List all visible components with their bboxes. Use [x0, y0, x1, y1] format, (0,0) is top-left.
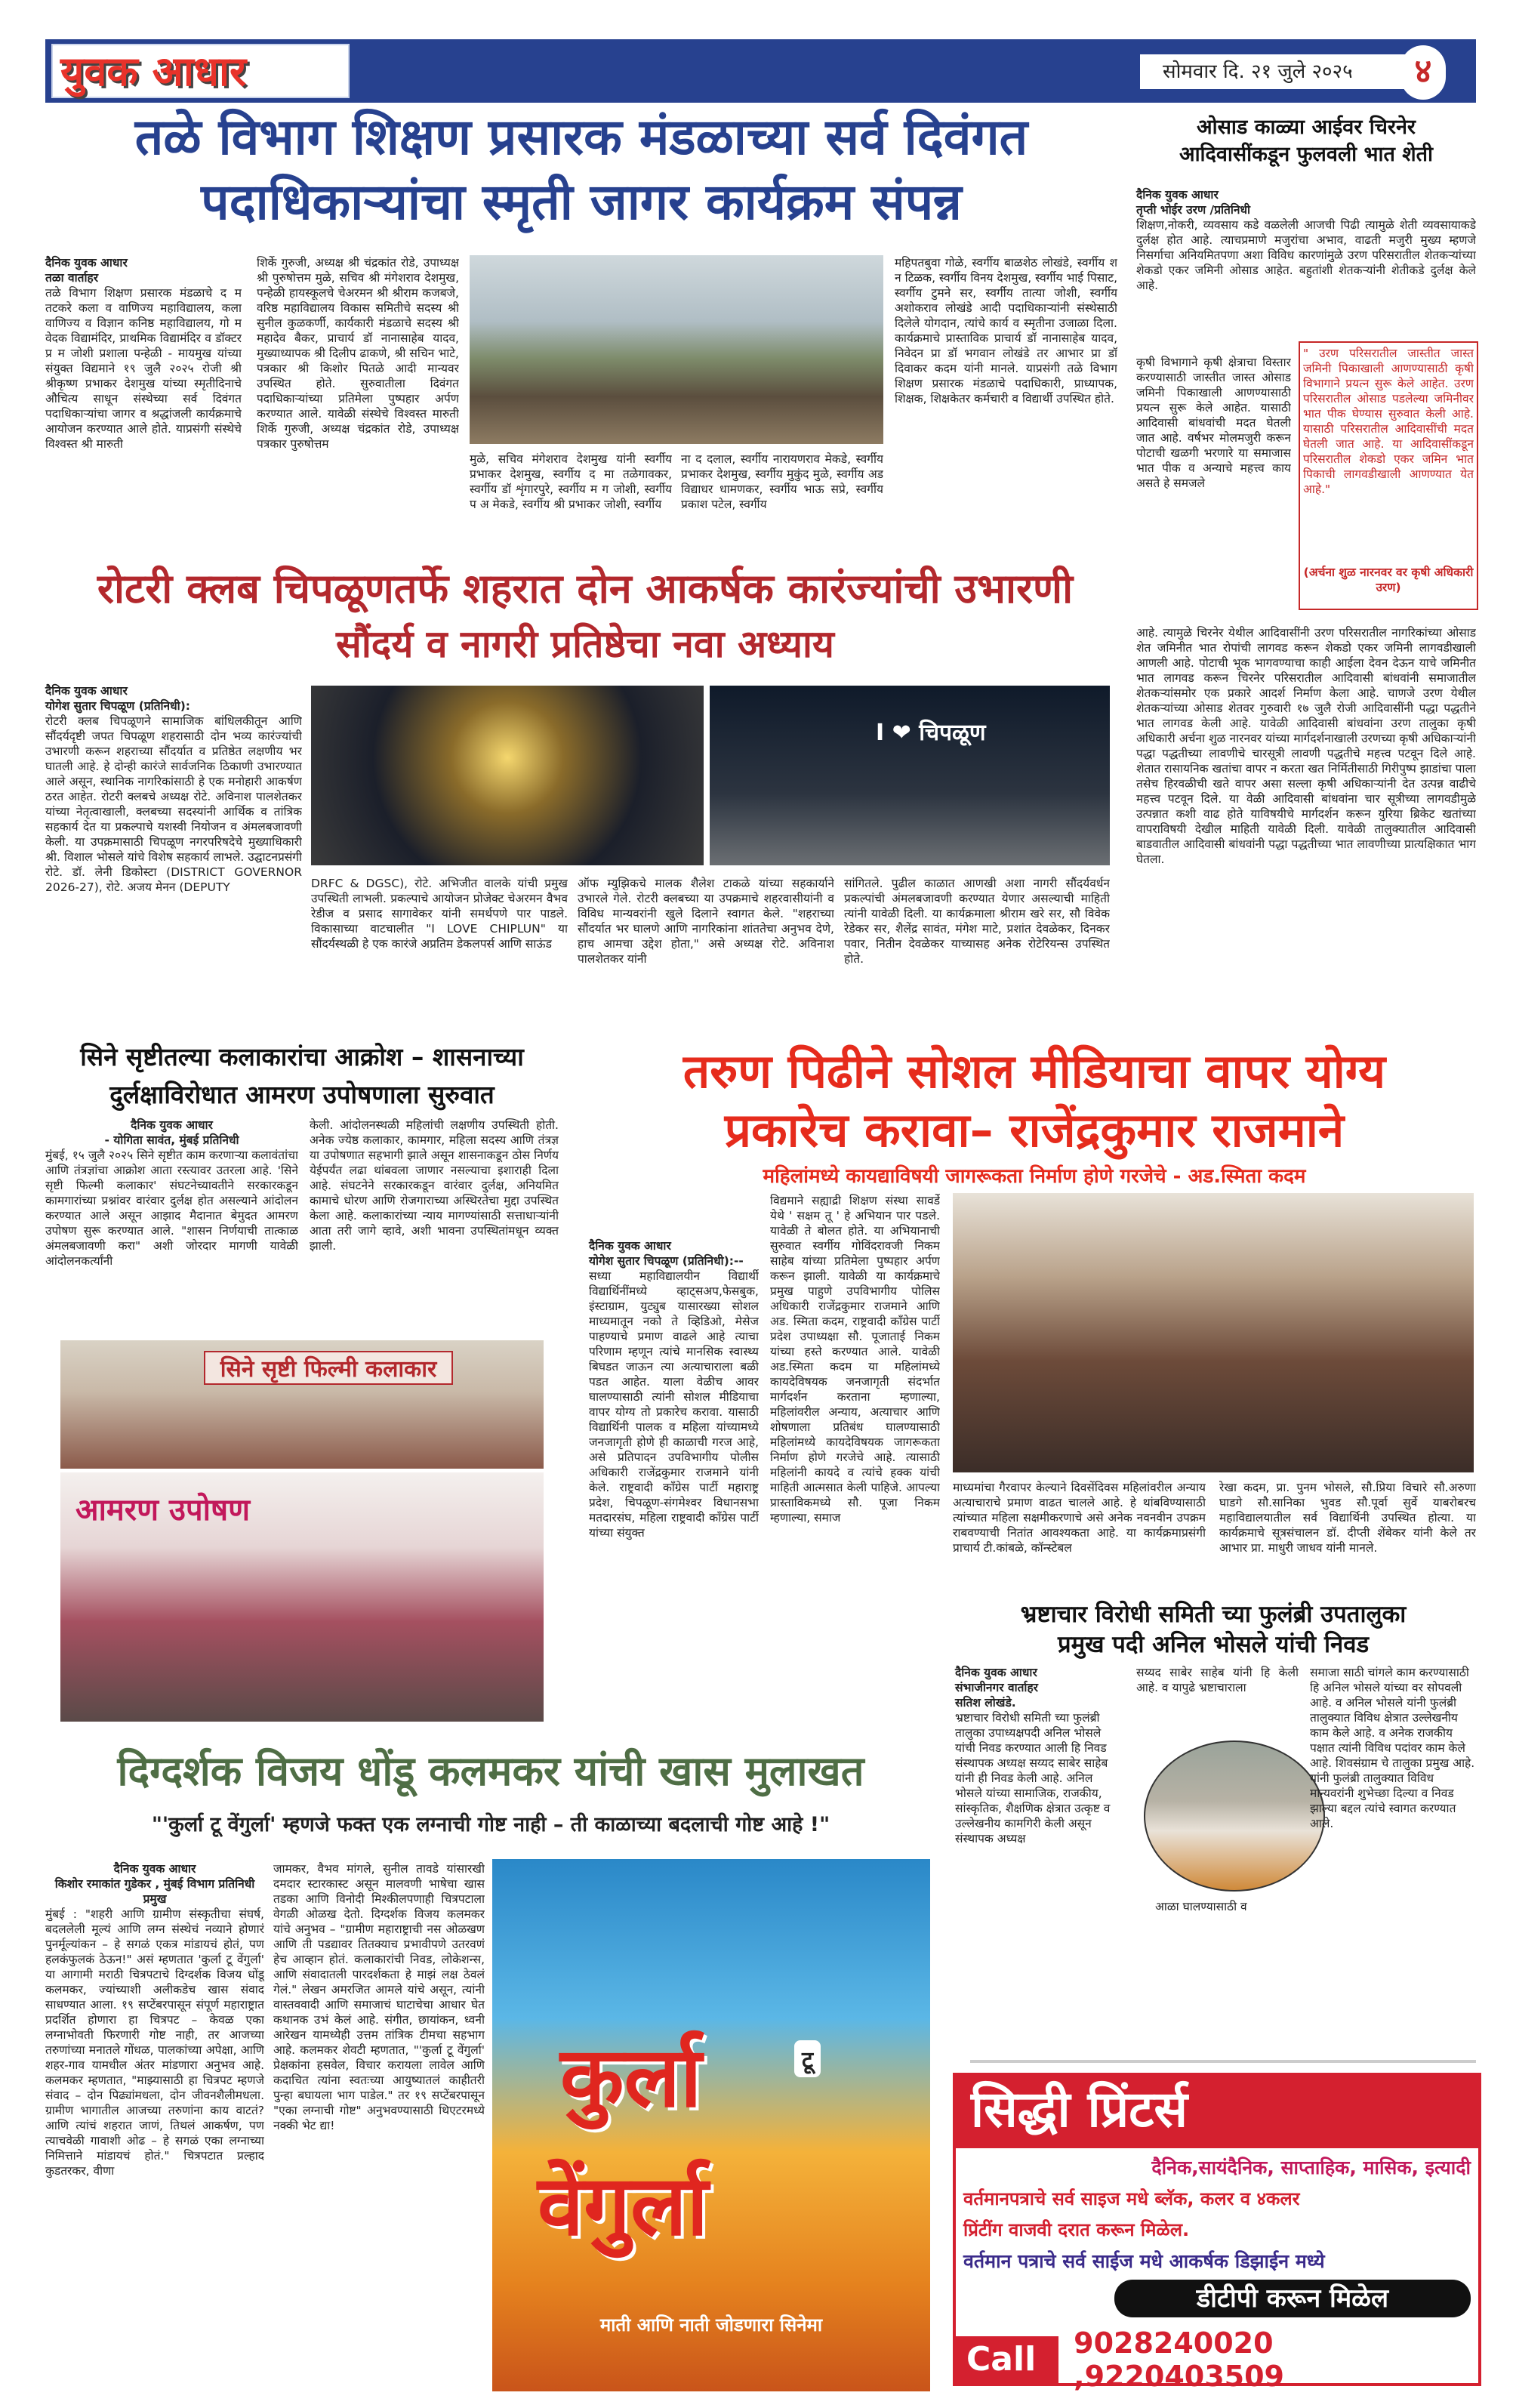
rotary-col4: सांगितले. पुढील काळात आणखी अशा नागरी सौंदर्यवर्धन प्रकल्पांची अंमलबजावणी करण्यात येणार असल्याची माहिती त्यांनी यावेळी दिली. या कार्यक्रमाला श्रीराम खरे सर, सौ विवेक रेडेकर सर, शैलेंद्र सावंत, मंगेश माटे, प्रशांत देवळेकर, दिनकर पवार, नितीन देवळेकर याच्यासह अनेक रोटेरियन्स उपस्थित होते.	[844, 877, 1110, 966]
seminar-photo	[953, 1193, 1474, 1472]
protest-banner: आमरण उपोषण	[75, 1493, 251, 1528]
byline: - योगिता सावंत, मुंबई प्रतिनिधी	[104, 1133, 239, 1147]
cine-col1	[45, 1118, 298, 1329]
i-love-chiplun-sign: I ❤ चिपळूण	[876, 720, 986, 746]
ad-call-row	[956, 2326, 1478, 2393]
bhosale-headline-2: प्रमुख पदी अनिल भोसले यांची निवड	[1057, 1631, 1370, 1658]
byline: तृप्ती भोईर उरण /प्रतिनिधी	[1136, 203, 1251, 217]
rotary-col1	[45, 683, 302, 1016]
quote-text: " उरण परिसरातील जास्तीत जास्त जमिनी पिकाखाली आणण्यासाठी कृषी विभागाने प्रयत्न सुरू केले आहेत. उरण परिसरातील ओसाड पडलेल्या जमिनीवर भात पीक घेण्यास सुरुवात केली आहे. यासाठी परिसरातील आदिवासींची मदत घेतली जात आहे. या आदिवासींकडून परिसरातील शेकडो एकर जमिन भात पिकाची लागवडीखाली आणण्यात येत आहे."	[1303, 347, 1474, 496]
cine-col2: केली. आंदोलनस्थळी महिलांची लक्षणीय उपस्थिती होती. अनेक ज्येष्ठ कलाकार, कामगार, महिला सदस्य आणि तंत्रज्ञ या उपोषणात सहभागी झाले असून शासनाकडून ठोस निर्णय येईपर्यंत लढा थांबवला जाणार नसल्याचा इशाराही दिला आहे. संघटनेने सरकारकडून वारंवार दुर्लक्ष, अनियमित कामाचे धोरण आणि रोजगाराच्या अस्थिरतेचा मुद्दा उपस्थित केला आहे. कलाकारांच्या न्याय मागण्यांसाठी सत्ताधाऱ्यांनी आता तरी जागे व्हावे, अशी भावना उपस्थितांमधून व्यक्त झाली.	[310, 1118, 559, 1253]
byline: दैनिक युवक आधार	[589, 1239, 671, 1253]
byline: दैनिक युवक आधार	[955, 1666, 1037, 1679]
protest-photo-2	[60, 1472, 544, 1722]
rotary-headline-2: सौंदर्य व नागरी प्रतिष्ठेचा नवा अध्याय	[336, 622, 834, 666]
sidebar-text: कृषी विभागाने कृषी क्षेत्राचा विस्तार करण्यासाठी जास्तीत जास्त ओसाड जमिनी पिकाखाली आणण्यासाठी प्रयत्न सुरू केले आहेत. यासाठी आदिवासी बांधवांची मदत घेतली जात आहे. वर्षभर मोलमजुरी करून पोटाची खळगी भरणारे या समाजास भात पीक व अन्याचे महत्त्व काय असते हे समजले	[1136, 356, 1291, 490]
protest-banner: सिने सृष्टी फिल्मी कलाकार	[204, 1351, 453, 1385]
byline: दैनिक युवक आधार	[131, 1118, 213, 1132]
anil-bhosale-photo	[1144, 1740, 1325, 1892]
ad-line-1: दैनिक,सायंदैनिक, साप्ताहिक, मासिक, इत्यादी	[1151, 2157, 1471, 2178]
ad-line-3: प्रिंटींग वाजवी दरात करून मिळेल.	[963, 2219, 1190, 2240]
sidebar-headline-2: आदिवासींकडून फुलवली भात शेती	[1179, 143, 1434, 166]
article1-col1	[45, 255, 242, 542]
article-text: भ्रष्टाचार विरोधी समिती च्या फुलंब्री तालुका उपाध्यक्षपदी अनिल भोसले यांची निवड करण्यात आली हि निवड संस्थापक अध्यक्ष सय्यद साबेर साहेब यांनी ही निवड केली आहे. अनिल भोसले यांच्या सामाजिक, राजकीय, सांस्कृतिक, शैक्षणिक क्षेत्रात उत्कृष्ट व उल्लेखनीय कामगिरी केली असून संस्थापक अध्यक्ष	[955, 1711, 1111, 1845]
byline: दैनिक युवक आधार	[45, 684, 128, 698]
bhosale-col2: सय्यद साबेर साहेब यांनी हि केली आहे. व यापुढे भ्रष्टाचाराला	[1136, 1666, 1299, 1694]
article1-col5: महिपतबुवा गोळे, स्वर्गीय बाळशेठ लोखंडे, स्वर्गीय श न टिळक, स्वर्गीय विनय देशमुख, स्वर्गीय भाई पिसाट, स्वर्गीय टुमने सर, स्वर्गीय तात्या जोशी, स्वर्गीय अशोकराव लोखंडे आदी पदाधिकाऱ्यांनी संस्थेसाठी दिलेले योगदान, त्यांचे कार्य व स्मृतीना उजाळा दिला. कार्यक्रमाचे प्रास्ताविक प्राचार्य डॉ नानासाहेब यादव, निवेदन प्रा डॉ भगवान लोखंडे तर आभार प्रा डॉ दिवाकर कदम यांनी मानले. याप्रसंगी तळे विभाग शिक्षण प्रसारक मंडळाचे पदाधिकारी, प्राध्यापक, शिक्षक, शिक्षकेतर कर्मचारी व विद्यार्थी उपस्थित होते.	[895, 256, 1117, 405]
rotary-col2: DRFC & DGSC), रोटे. अभिजीत वालके यांची प्रमुख उपस्थिती लाभली. प्रकल्पाचे आयोजन प्रोजेक्ट चेअरमन वैभव रेडीज व प्रसाद सागावेकर यांनी समर्थपणे पार पाडले. विकासाच्या वाटचालीत "I LOVE CHIPLUN" या सौंदर्यस्थळी हे एक कारंजे अप्रतिम डेकलपर्स आणि साऊंड	[311, 877, 568, 951]
article-text: मुंबई : "शहरी आणि ग्रामीण संस्कृतीचा संघर्ष, बदललेली मूल्यं आणि लग्न संस्थेचं नव्याने होणारं पुनर्मूल्यांकन – हे सगळं एकत्र मांडायचं होतं, पण हलकंफुलकं ठेऊन!" असं म्हणतात 'कुर्ला टू वेंगुर्ला' या आगामी मराठी चित्रपटाचे दिग्दर्शक विजय धोंडू कलमकर, ज्यांच्याशी अलीकडेच खास संवाद साधण्यात आला. १९ सप्टेंबरपासून संपूर्ण महाराष्ट्रात प्रदर्शित होणारा हा चित्रपट – केवळ एका लग्नाभोवती फिरणारी गोष्ट नाही, तर आजच्या तरुणांच्या मनातले गोंधळ, पालकांच्या अपेक्षा, आणि शहर-गाव यामधील अंतर मांडणारा अनुभव आहे. कलमकर म्हणतात, "माझ्यासाठी हा चित्रपट म्हणजे संवाद – दोन पिढ्यांमधला, दोन जीवनशैलीमधला. ग्रामीण भागातील आजच्या तरुणांना काय वाटतं? आणि त्यांचं शहरात जाणं, तिथलं आकर्षण, पण त्याचवेळी गावाशी ओढ – हे सगळं एका लग्नाच्या निमित्ताने मांडायचं होतं." चित्रपटात प्रल्हाद कुडतरकर, वीणा	[45, 1907, 264, 2178]
article-text: रोटरी क्लब चिपळूणने सामाजिक बांधिलकीतून आणि सौंदर्यदृष्टी जपत चिपळूण शहरासाठी दोन भव्य कारंज्यांची उभारणी करून शहराच्या सौंदर्यात व प्रतिष्ठेत लक्षणीय भर घातली आहे. हे दोन्ही कारंजे सार्वजनिक ठिकाणी उभारण्यात आले असून, स्थानिक नागरिकांसाठी हे एक मनोहारी आकर्षण ठरत आहेत. रोटरी क्लबचे अध्यक्ष रोटे. अविनाश पालशेतकर यांच्या नेतृत्वाखाली, क्लबच्या सदस्यांनी आर्थिक व तांत्रिक सहकार्य देत या प्रकल्पाचे यशस्वी नियोजन व अंमलबजावणी केली. या उपक्रमासाठी चिपळूण नगरपरिषदेचे मुख्याधिकारी श्री. विशाल भोसले यांचे विशेष सहकार्य लाभले. उद्घाटनप्रसंगी रोटे. डॉ. लेनी डिकोस्टा (DISTRICT GOVERNOR 2026-27), रोटे. अजय मेनन (DEPUTY	[45, 714, 302, 894]
siddhi-printers-ad	[953, 2073, 1481, 2393]
article-text: शिक्षण,नोकरी, व्यवसाय कडे वळलेली आजची पिढी त्यामुळे शेती व्यवसायाकडे दुर्लक्ष होत आहे. त्याचप्रमाणे मजुरांचा अभाव, वाढती मजुरी मुख्य म्हणजे निसर्गाचा अनियमितपणा अशा विविध कारणांमुळे उरण परिसरातील शेतकऱ्यांच्या शेकडो एकर जमिनी ओसाड आहेत. बहुतांशी शेतकऱ्यांनी शेतीकडे दुर्लक्ष केले आहे.	[1136, 218, 1476, 292]
byline: सतिश लोखंडे.	[955, 1696, 1016, 1710]
ad-title: सिद्धी प्रिंटर्स	[956, 2076, 1478, 2148]
ad-line-2: वर्तमानपत्राचे सर्व साइज मधे ब्लॅक, कलर व ४कलर	[963, 2188, 1300, 2209]
poster-title-2: वेंगुर्ला	[538, 2157, 709, 2254]
article-text: मुंबई, १५ जुलै २०२५ सिने सृष्टीत काम करणाऱ्या कलावंतांचा आणि तंत्रज्ञांचा आक्रोश आता रस्त्यावर उतरला आहे. 'सिने सृष्टी फिल्मी कलाकार' संघटनेच्यावतीने सरकारकडून कामगारांच्या प्रश्नांवर वारंवार दुर्लक्ष होत असल्याने आंदोलन करण्यात आले असून आझाद मैदानात बेमुदत आमरण उपोषण सुरू करण्यात आले. "शासन निर्णयाची तात्काळ अंमलबजावणी करा" अशी जोरदार मागणी यावेळी आंदोलनकर्त्यांनी	[45, 1149, 298, 1268]
article1-col4: ना द दलाल, स्वर्गीय नारायणराव मेकडे, स्वर्गीय प्रभाकर देशमुख, स्वर्गीय मुकुंद मुळे, स्वर्गीय अड विद्याधर धामणकर, स्वर्गीय भाऊ सप्रे, स्वर्गीय प्रकाश पटेल, स्वर्गीय	[681, 452, 883, 511]
bhosale-headline	[953, 1599, 1474, 1660]
issue-date: सोमवार दि. २१ जुले २०२५	[1140, 54, 1412, 89]
fountain-photo-1	[311, 686, 704, 865]
article1-col3: मुळे, सचिव मंगेशराव देशमुख यांनी स्वर्गीय प्रभाकर देशमुख, स्वर्गीय द मा तळेगावकर, स्वर्गीय डॉ शृंगारपुरे, स्वर्गीय म ग जोशी, स्वर्गीय प अ मेकडे, स्वर्गीय श्री प्रभाकर जोशी, स्वर्गीय	[470, 452, 672, 511]
interview-headline: दिग्दर्शक विजय धोंडू कलमकर यांची खास मुलाखत	[117, 1747, 864, 1795]
ad-phone-numbers[interactable]: 9028240020 ,9220403509	[1074, 2326, 1284, 2393]
byline: दैनिक युवक आधार	[113, 1862, 196, 1876]
newspaper-logo: युवक आधार	[51, 44, 350, 98]
movie-poster	[492, 1859, 930, 2391]
memorial-event-photo	[470, 255, 883, 444]
article1-col2: शिर्के गुरुजी, अध्यक्ष श्री चंद्रकांत रोडे, उपाध्यक्ष श्री पुरुषोत्तम मुळे, सचिव श्री मंगेशराव देशमुख, पन्हेळी हायस्कूलचे चेअरमन श्री श्रीराम कजबजे, वरिष्ठ महाविद्यालय विकास समितीचे सदस्य श्री सुनील कुळकर्णी, कार्यकारी मंडळाचे सदस्य श्री महादेव बैकर, प्राचार्य डॉ नानासाहेब यादव, मुख्याध्यापक श्री दिलीप ढाकणे, श्री सचिन भाटे, पत्रकार श्री किशोर पितळे आदी मान्यवर उपस्थित होते. सुरुवातीला दिवंगत पदाधिकाऱ्यांच्या प्रतिमेला पुष्पहार अर्पण करण्यात आले. यावेळी संस्थेचे विश्वस्त मारुती शिर्के गुरुजी, अध्यक्ष चंद्रकांत रोडे, उपाध्यक्ष पत्रकार पुरुषोत्तम	[257, 256, 459, 451]
fountain-photo-2	[710, 686, 1110, 865]
byline: किशोर रमाकांत गुडेकर , मुंबई विभाग प्रतिनिधी प्रमुख	[54, 1877, 255, 1906]
article-text: सध्या महाविद्यालयीन विद्यार्थी विद्यार्थिनींमध्ये व्हाट्सअप,फेसबुक, इंस्टाग्राम, युट्युब यासारख्या सोशल माध्यमातून नको ते व्हिडिओ, मेसेज पाहण्याचे प्रमाण वाढले आहे त्याचा परिणाम म्हणून त्यांचे मानसिक स्वास्थ्य बिघडत जाऊन त्या अत्याचाराला बळी पडत आहेत. याला वेळीच आवर घालण्यासाठी त्यांनी सोशल मीडियाचा वापर योग्य तो प्रकारेच करावा. यासाठी विद्यार्थिनी पालक व महिला यांच्यामध्ये जनजागृती होणे ही काळाची गरज आहे, असे प्रतिपादन उपविभागीय पोलीस अधिकारी राजेंद्रकुमार राजमाने यांनी केले. राष्ट्रवादी कॉंग्रेस पार्टी महाराष्ट्र प्रदेश, चिपळूण-संगमेश्वर विधानसभा मतदारसंघ, महिला राष्ट्रवादी कॉंग्रेस पार्टी यांच्या संयुक्त	[589, 1269, 759, 1540]
ad-dtp: डीटीपी करून मिळेल	[1114, 2280, 1471, 2317]
ad-line-4: वर्तमान पत्राचे सर्व साईज मधे आकर्षक डिझाईन मध्ये	[963, 2250, 1325, 2272]
quote-box	[1299, 341, 1478, 610]
interview-col2: जामकर, वैभव मांगले, सुनील तावडे यांसारखी दमदार स्टारकास्ट असून मालवणी भाषेचा खास तडका आणि विनोदी मिश्कीलपणाही चित्रपटाला वेगळी ओळख देतो. दिग्दर्शक विजय कलमकर यांचे अनुभव – "ग्रामीण महाराष्ट्राची नस ओळखण आणि ती पडद्यावर तितक्याच प्रभावीपणे उतरवणं हेच आव्हान होतं. कलाकारांची निवड, लोकेशन्स, आणि संवादातली पारदर्शकता हे माझं लक्ष ठेवलं गेलं." लेखन अमरजित आमले यांचे असून, त्यांनी वास्तववादी आणि समाजाचं घाटाचेचा आधार घेत कथानक उभं केलं आहे. संगीत, छायांकन, ध्वनी आरेखन यामध्येही उत्तम तांत्रिक टीमचा सहभाग आहे. कलमकर शेवटी म्हणतात, "'कुर्ला टू वेंगुर्ला' प्रेक्षकांना हसवेल, विचार करायला लावेल आणि कदाचित त्यांना स्वतःच्या आयुष्यातलं काहीतरी पुन्हा बघायला भाग पाडेल." तर १९ सप्टेंबरपासून "एका लग्नाची गोष्ट" अनुभवण्यासाठी थिएटरमध्ये नक्की भेट द्या!	[273, 1862, 485, 2132]
poster-title-1: कुर्ला	[560, 2029, 702, 2126]
social-col2: विद्यमाने सह्याद्री शिक्षण संस्था सावर्डे येथे ' सक्षम तू ' हे अभियान पार पडले. यावेळी ते बोलत होते. या अभियानाची सुरुवात स्वर्गीय गोविंदरावजी निकम साहेब यांच्या प्रतिमेला पुष्पहार अर्पण करून झाली. यावेळी या कार्यक्रमाचे प्रमुख पाहुणे उपविभागीय पोलिस अधिकारी राजेंद्रकुमार राजमाने आणि अड. स्मिता कदम, राष्ट्रवादी कॉंग्रेस पार्टी प्रदेश उपाध्यक्षा सौ. पूजाताई निकम यांच्या हस्ते करण्यात आले. यावेळी अड.स्मिता कदम या महिलांमध्ये कायदेविषयक जनजागृती संदर्भात मार्गदर्शन करताना म्हणाल्या, महिलांवरील अन्याय, अत्याचार आणि शोषणाला प्रतिबंध घालण्यासाठी महिलांमध्ये कायदेविषयक जागरूकता निर्माण होणे गरजेचे आहे. त्यासाठी महिलांनी कायदे व त्यांचे हक्क यांची माहिती आत्मसात केली पाहिजे. आपल्या प्रास्ताविकमध्ये सौ. पूजा निकम म्हणाल्या, समाज	[770, 1194, 940, 1525]
cine-headline	[45, 1041, 559, 1112]
sidebar-text: आहे. त्यामुळे चिरनेर येथील आदिवासींनी उरण परिसरातील नागरिकांच्या ओसाड शेत जमिनीत भात रोपांची लागवड करून शेकडो एकर जमिनी लागवडीखाली आणली आहे. पोटाची भूक भागवण्याचा काही आईला देवन देऊन याचे जमिनीत भात लागवड करून चिरनेर परिसरातील आदिवासी बांधवांनी समाजातील शेतकऱ्यांसमोर एक प्रकारे आदर्श निर्माण केला आहे. चाणजे उरण येथील शेतकऱ्यांच्या ओसाड शेतवर गुरुवारी १७ जुलै रोजी आदिवासींनी पद्धा पद्धतीने भात लागवड केली आहे. यावेळी आदिवासी बांधवांना उरण तालुका कृषी अधिकारी अर्चना शुळ नारनवर यांच्या मार्गदर्शनाखाली उरणच्या कृषी अधिकाऱ्यांनी पद्धा पद्धतीच्या लावणीचे चारसूत्री लावणी पद्धतीचे महत्त्व पटवून दिले आहे. शेतात रासायनिक खतांचा वापर न करता खत निर्मितीसाठी गिरीपुष्प झाडांचा पाला तसेच हिरवळीची खते वापर असा सल्ला कृषी अधिकाऱ्यांनी देत उत्पन्न वाढीचे महत्त्व पटवून दिले. या वेळी आदिवासी बांधवांना चार सूत्रीच्या लागवडीमुळे उत्पन्नात कशी वाढ होते याविषयीचे मार्गदर्शन करून युरिया ब्रिकेट खतांच्या वापराविषयी देखील माहिती यावेळी दिली. यावेळी तालुक्यातील आदिवासी बाडवातील आदिवासी बांधवांनी पद्धा पद्धतीच्या भात लावणीच्या प्रात्यक्षिकात भाग घेतला.	[1136, 626, 1476, 866]
social-col3: माध्यमांचा गैरवापर केल्याने दिवसेंदिवस महिलांवरील अन्याय अत्याचाराचे प्रमाण वाढत चालले आहे. हे थांबविण्यासाठी त्यांच्यात महिला सक्षमीकरणाचे असे अनेक नवनवीन उपक्रम राबवण्याची नितांत आवश्यकता आहे. या कार्यक्रमाप्रसंगी प्राचार्य टी.कांबळे, कॉन्स्टेबल	[953, 1481, 1206, 1555]
rotary-headline-1: रोटरी क्लब चिपळूणतर्फे शहरात दोन आकर्षक कारंज्यांची उभारणी	[97, 565, 1074, 612]
sidebar-article	[1136, 187, 1476, 338]
article-text: तळे विभाग शिक्षण प्रसारक मंडळाचे द म तटकरे कला व वाणिज्य महाविद्यालय, कला वाणिज्य व विज्ञान कनिष्ठ महाविद्यालय, गो म वेदक विद्यामंदिर, प्राथमिक विद्यामंदिर व डॉक्टर प्र म जोशी प्रशाला पन्हेळी - मायमुख यांच्या संयुक्त विद्यमाने १९ जुलै २०२५ रोजी श्री श्रीकृष्ण प्रभाकर देशमुख यांच्या स्मृतीदिनाचे औचित्य साधून संस्थेच्या सर्व दिवंगत पदाधिकाऱ्यांचा जागर व श्रद्धांजली कार्यक्रमाचे आयोजन करण्यात आले होते. याप्रसंगी संस्थेचे विश्वस्त श्री मारुती	[45, 286, 242, 451]
divider	[970, 2060, 1476, 2063]
social-col1	[589, 1238, 759, 1586]
social-headline	[589, 1042, 1480, 1160]
byline: संभाजीनगर वार्ताहर	[955, 1681, 1039, 1694]
interview-subhead: "'कुर्ला टू वेंगुर्ला' म्हणजे फक्त एक लग्नाची गोष्ट नाही – ती काळाच्या बदलाची गोष्ट आहे !"	[151, 1813, 830, 1836]
bhosale-headline-1: भ्रष्टाचार विरोधी समिती च्या फुलंब्री उपतालुका	[1020, 1601, 1407, 1628]
quote-author: (अर्चना शुळ नारनवर वर कृषी अधिकारी उरण)	[1303, 566, 1474, 594]
sidebar-headline-1: ओसाड काळ्या आईवर चिरनेर	[1197, 116, 1416, 139]
rotary-col3: ऑफ म्युझिकचे मालक शैलेश टाकळे यांच्या सहकार्याने उभारले गेले. रोटरी क्लबच्या या उपक्रमाचे शहरवासीयांनी व विविध मान्यवरांनी खुले दिलाने स्वागत केले. "शहराच्या सौंदर्यात भर घालणे आणि नागरिकांना शांततेचा अनुभव देणे, हाच आमचा उद्देश होता," असे अध्यक्ष रोटे. अविनाश पालशेतकर यांनी	[578, 877, 834, 966]
bhosale-col1	[955, 1665, 1117, 1922]
cine-headline-2: दुर्लक्षाविरोधात आमरण उपोषणाला सुरुवात	[109, 1080, 495, 1109]
article1-headline-2: पदाधिकाऱ्यांचा स्मृती जागर कार्यक्रम संपन्न	[201, 173, 962, 231]
protest-photo-1	[60, 1340, 544, 1469]
byline: दैनिक युवक आधार	[45, 256, 128, 270]
social-headline-1: तरुण पिढीने सोशल मीडियाचा वापर योग्य	[683, 1044, 1386, 1099]
social-subhead: महिलांमध्ये कायद्याविषयी जागरूकता निर्माण होणे गरजेचे - अड.स्मिता कदम	[763, 1165, 1306, 1188]
bhosale-col2-bottom: आळा घालण्यासाठी व	[1155, 1900, 1247, 1913]
social-col4: रेखा कदम, प्रा. पुनम भोसले, सौ.प्रिया विचारे सौ.अरुणा घाडगे सौ.सानिका भुवड सौ.पूर्वा सुर्वे याबरोबरच महाविद्यालयातील सर्व विद्यार्थिनी उपस्थित होत्या. या कार्यक्रमाचे सूत्रसंचालन डॉ. दीप्ती शेंबेकर यांनी केले तर आभार प्रा. माधुरी जाधव यांनी मानले.	[1219, 1481, 1476, 1555]
poster-badge: टू	[794, 2040, 821, 2077]
byline: तळा वार्ताहर	[45, 271, 99, 285]
byline: योगेश सुतार चिपळूण (प्रतिनिधी):--	[589, 1254, 744, 1268]
page-number: ४	[1400, 45, 1446, 100]
interview-col1	[45, 1861, 264, 2390]
byline: दैनिक युवक आधार	[1136, 188, 1219, 202]
poster-tagline: माती आणि नाती जोडणारा सिनेमा	[599, 2314, 823, 2336]
byline: योगेश सुतार चिपळूण (प्रतिनिधी):	[45, 699, 190, 713]
social-headline-2: प्रकारेच करावा– राजेंद्रकुमार राजमाने	[724, 1102, 1345, 1158]
call-label: Call	[956, 2336, 1058, 2383]
article1-headline-1: तळे विभाग शिक्षण प्रसारक मंडळाच्या सर्व दिवंगत	[134, 108, 1028, 166]
bhosale-col3: समाजा साठी चांगले काम करण्यासाठी हि अनिल भोसले यांच्या वर सोपवली आहे. व अनिल भोसले यांनी फुलंब्री तालुक्यात विविध क्षेत्रात उल्लेखनीय काम केले आहे. व अनेक राजकीय पक्षात त्यांनी विविध पदांवर काम केले आहे. शिवसंग्राम चे तालुका प्रमुख आहे. यांनी फुलंब्री तालुक्यात विविध मान्यवरांनी शुभेच्छा दिल्या व निवड झाल्या बद्दल त्यांचे स्वागत करण्यात आले.	[1310, 1666, 1475, 1830]
cine-headline-1: सिने सृष्टीतल्या कलाकारांचा आक्रोश – शासनाच्या	[80, 1042, 524, 1071]
